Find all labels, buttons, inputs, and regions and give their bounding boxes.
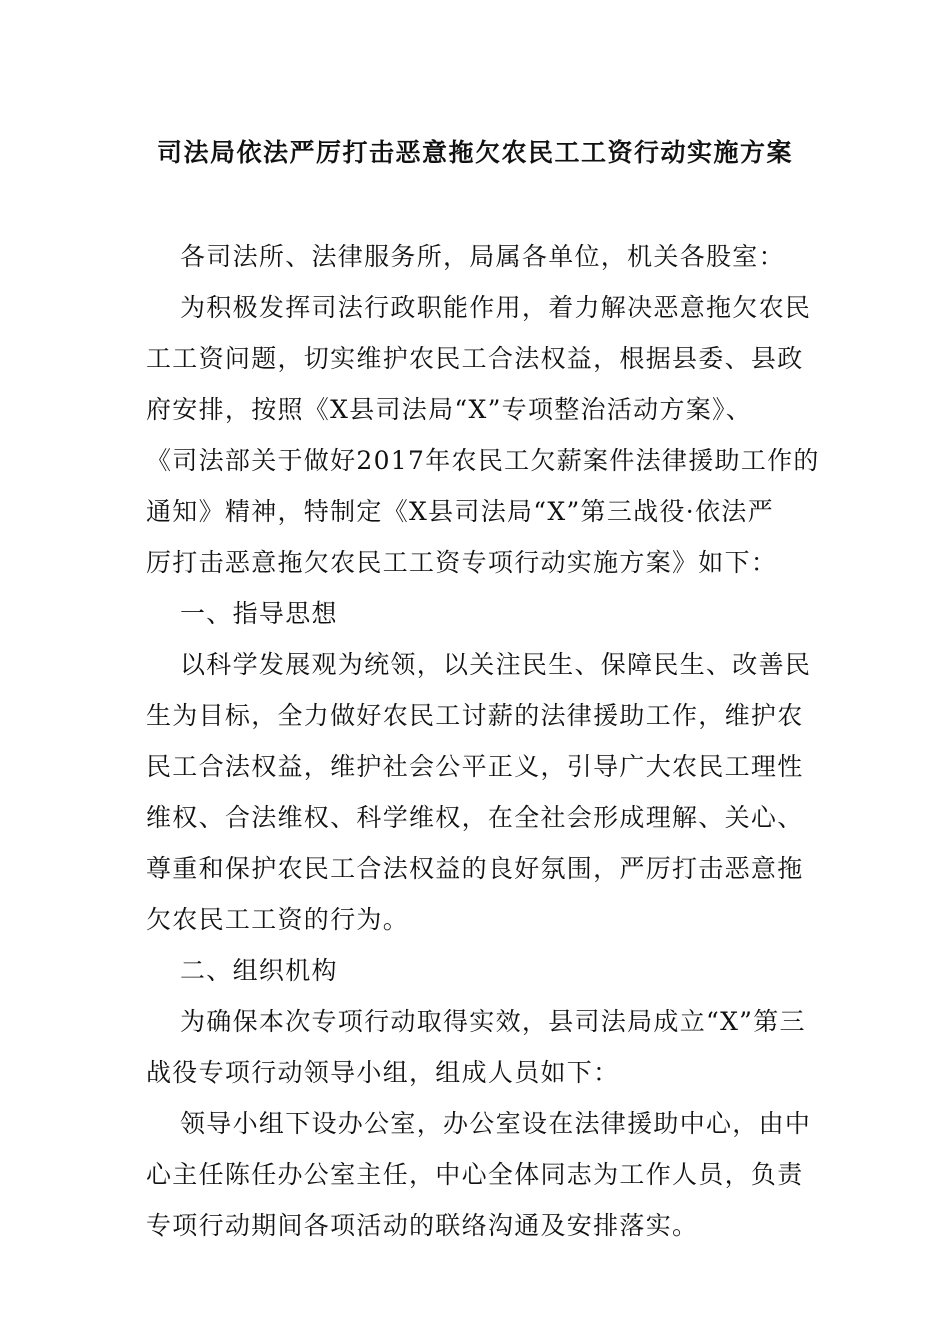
text-line: 通知》精神，特制定《X县司法局“X”第三战役·依法严 xyxy=(146,497,774,526)
text-line: 厉打击恶意拖欠农民工工资专项行动实施方案》如下： xyxy=(146,548,778,577)
text-line: 《司法部关于做好2017年农民工欠薪案件法律援助工作的 xyxy=(146,446,820,475)
text-line: 生为目标，全力做好农民工讨薪的法律援助工作，维护农 xyxy=(146,701,804,730)
guiding-ideology-paragraph xyxy=(146,639,812,945)
text-line: 民工合法权益，维护社会公平正义，引导广大农民工理性 xyxy=(146,752,804,781)
organization-paragraph xyxy=(146,996,806,1098)
text-line: 维权、合法维权、科学维权，在全社会形成理解、关心、 xyxy=(146,803,804,832)
document-body xyxy=(146,231,820,1251)
text-line: 各司法所、法律服务所，局属各单位，机关各股室： xyxy=(180,242,785,271)
text-line: 战役专项行动领导小组，组成人员如下： xyxy=(146,1058,620,1087)
text-line: 专项行动期间各项活动的联络沟通及安排落实。 xyxy=(146,1211,699,1240)
text-line: 工工资问题，切实维护农民工合法权益，根据县委、县政 xyxy=(146,344,804,373)
intro-paragraph xyxy=(146,282,820,588)
text-line: 为确保本次专项行动取得实效，县司法局成立“X”第三 xyxy=(180,1007,806,1036)
section-heading-guiding-ideology xyxy=(146,588,806,639)
office-paragraph xyxy=(146,1098,812,1251)
text-line: 尊重和保护农民工合法权益的良好氛围，严厉打击恶意拖 xyxy=(146,854,804,883)
section-heading: 一、指导思想 xyxy=(180,599,338,628)
text-line: 以科学发展观为统领，以关注民生、保障民生、改善民 xyxy=(180,650,812,679)
document-title: 司法局依法严厉打击恶意拖欠农民工工资行动实施方案 xyxy=(156,138,793,167)
text-line: 为积极发挥司法行政职能作用，着力解决恶意拖欠农民 xyxy=(180,293,812,322)
text-line: 府安排，按照《X县司法局“X”专项整治活动方案》、 xyxy=(146,395,753,424)
salutation-paragraph xyxy=(146,231,806,282)
text-line: 心主任陈任办公室主任，中心全体同志为工作人员，负责 xyxy=(146,1160,804,1189)
section-heading-organization xyxy=(146,945,806,996)
text-line: 领导小组下设办公室，办公室设在法律援助中心，由中 xyxy=(180,1109,812,1138)
text-line: 欠农民工工资的行为。 xyxy=(146,905,410,934)
section-heading: 二、组织机构 xyxy=(180,956,338,985)
